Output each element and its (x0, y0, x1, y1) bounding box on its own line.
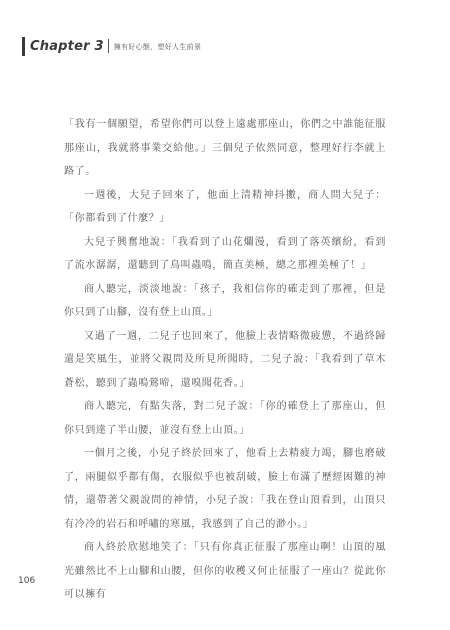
running-header (22, 36, 201, 56)
paragraph: 又過了一週，二兒子也回來了，他臉上表情略微疲憊，不過終歸還是笑風生，並將父親問及所見所聞時，二兒子說：「我看到了草木蒼松，聽到了蟲鳴鶯啼，還嗅聞花香。」 (64, 330, 386, 389)
body-text (64, 113, 386, 607)
chapter-subtitle: 擁有好心態，塑好人生前景 (113, 42, 202, 51)
paragraph: 大兒子興奮地說：「我看到了山花爛漫，看到了落英繽紛，看到了流水潺潺，還聽到了鳥叫蟲鳴，簡直美極，總之那裡美極了！」 (64, 236, 386, 271)
paragraph: 商人聽完，淡淡地說：「孩子，我相信你的確走到了那裡，但是你只到了山腳，沒有登上山頂。」 (64, 283, 386, 318)
paragraph: 一週後，大兒子回來了，他面上清精神抖擻，商人問大兒子：「你都看到了什麼？」 (64, 189, 386, 224)
chapter-label: Chapter 3 (30, 38, 104, 54)
page-number: 106 (18, 576, 36, 586)
paragraph: 一個月之後，小兒子終於回來了，他看上去精疲力竭，腳也磨破了，兩腿似乎都有傷，衣服似乎也被刮破，臉上布滿了歷經困難的神情，還帶著父親說問的神情，小兒子說：「我在登山頂看到，山頂只有冷冷的岩石和呼嘯的寒風，我感到了自己的渺小。」 (64, 448, 386, 530)
paragraph: 商人終於欣慰地笑了：「只有你真正征服了那座山啊！山頂的風光雖然比不上山腳和山腰，但你的收穫又何止征服了一座山？從此你可以擁有 (64, 542, 386, 600)
header-divider (108, 39, 109, 53)
paragraph: 「我有一個願望，希望你們可以登上遠處那座山，你們之中誰能征服那座山，我就將事業交給他。」三個兒子依然同意，整理好行李就上路了。 (64, 119, 386, 177)
paragraph: 商人聽完，有點失落，對二兒子說：「你的確登上了那座山，但你只到達了半山腰，並沒有登上山頂。」 (64, 401, 386, 436)
header-accent-bar (22, 37, 25, 56)
